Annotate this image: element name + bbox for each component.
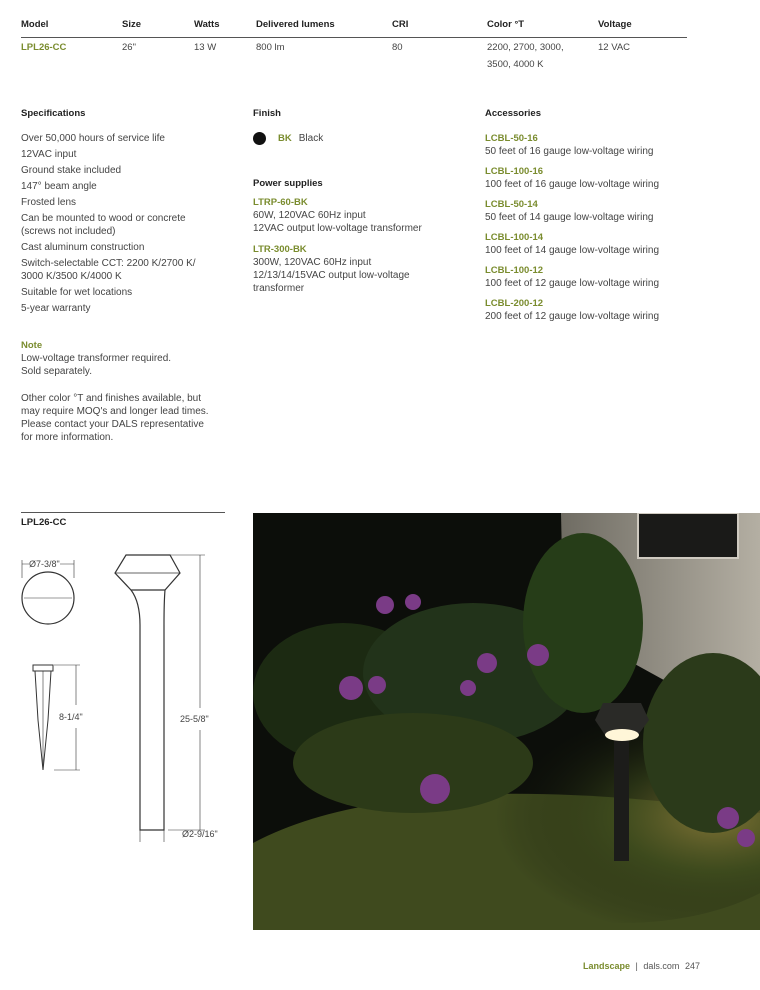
col-header-color-t: Color °T <box>487 19 525 30</box>
accessory-code: LCBL-50-14 <box>485 199 538 210</box>
accessory-code: LCBL-50-16 <box>485 133 538 144</box>
power-supply-1 <box>253 196 453 235</box>
row-watts: 13 W <box>194 42 217 53</box>
dim-height-label: 25-5/8" <box>180 714 209 724</box>
finish-code: BK <box>278 133 292 144</box>
dimension-drawing <box>0 530 250 850</box>
note-line: Low-voltage transformer required. <box>21 353 172 364</box>
power-supply-line: transformer <box>253 283 305 294</box>
note-extra-line: Please contact your DALS representative <box>21 419 204 430</box>
spec-item: Over 50,000 hours of service life <box>21 133 165 144</box>
dim-base-label: Ø2-9/16" <box>182 829 218 839</box>
spec-item: 12VAC input <box>21 149 77 160</box>
accessory-item <box>485 297 725 323</box>
row-size: 26" <box>122 42 136 53</box>
note-text <box>21 352 171 378</box>
page-footer <box>583 961 700 971</box>
finish-swatch <box>253 132 266 145</box>
spec-item: 3000 K/3500 K/4000 K <box>21 271 122 282</box>
col-header-watts: Watts <box>194 19 220 30</box>
accessory-code: LCBL-100-16 <box>485 166 544 177</box>
power-supplies-title: Power supplies <box>253 178 323 189</box>
specifications-list <box>21 132 241 315</box>
accessory-desc: 100 feet of 16 gauge low-voltage wiring <box>485 179 660 190</box>
finish-title: Finish <box>253 108 281 119</box>
power-supply-2 <box>253 243 453 295</box>
accessory-desc: 200 feet of 12 gauge low-voltage wiring <box>485 311 660 322</box>
specifications-title: Specifications <box>21 108 86 119</box>
window <box>638 513 738 558</box>
accessory-desc: 50 feet of 14 gauge low-voltage wiring <box>485 212 654 223</box>
accessory-item <box>485 165 725 191</box>
finish-option <box>253 132 323 145</box>
accessory-item <box>485 198 725 224</box>
col-header-model: Model <box>21 19 49 30</box>
row-voltage: 12 VAC <box>598 42 631 53</box>
power-supply-line: 12/13/14/15VAC output low-voltage <box>253 270 410 281</box>
accessory-item <box>485 132 725 158</box>
spec-item: Frosted lens <box>21 197 77 208</box>
spec-item: (screws not included) <box>21 226 116 237</box>
note-extra-line: may require MOQ's and longer lead times. <box>21 406 209 417</box>
accessory-code: LCBL-100-12 <box>485 265 544 276</box>
col-header-size: Size <box>122 19 142 30</box>
fixture-side-view <box>115 555 205 842</box>
power-supply-line: 12VAC output low-voltage transformer <box>253 223 422 234</box>
product-photo <box>253 513 760 930</box>
footer-page-number: 247 <box>684 961 700 971</box>
top-view <box>22 560 74 624</box>
footer-separator: | <box>635 961 638 971</box>
accessory-code: LCBL-100-14 <box>485 232 544 243</box>
table-rule <box>21 37 687 38</box>
spec-item: Suitable for wet locations <box>21 287 133 298</box>
drawing-title: LPL26-CC <box>21 517 67 528</box>
row-color-t-1: 2200, 2700, 3000, <box>487 42 564 53</box>
row-model: LPL26-CC <box>21 42 67 53</box>
dim-stake-label: 8-1/4" <box>59 712 83 722</box>
spec-item: 147° beam angle <box>21 181 97 192</box>
spec-item: Ground stake included <box>21 165 122 176</box>
row-color-t-2: 3500, 4000 K <box>487 59 544 70</box>
row-cri: 80 <box>392 42 403 53</box>
accessory-desc: 100 feet of 12 gauge low-voltage wiring <box>485 278 660 289</box>
power-supply-code: LTR-300-BK <box>253 244 307 255</box>
col-header-cri: CRI <box>392 19 409 30</box>
accessories-title: Accessories <box>485 108 541 119</box>
note-extra-line: for more information. <box>21 432 114 443</box>
accessory-desc: 100 feet of 14 gauge low-voltage wiring <box>485 245 660 256</box>
note-extra-line: Other color °T and finishes available, but <box>21 393 202 404</box>
row-lumens: 800 lm <box>256 42 285 53</box>
garden-scene <box>253 513 760 930</box>
spec-item: 5-year warranty <box>21 303 91 314</box>
col-header-lumens: Delivered lumens <box>256 19 335 30</box>
spec-item: Can be mounted to wood or concrete <box>21 213 186 224</box>
accessory-code: LCBL-200-12 <box>485 298 544 309</box>
dim-head-label: Ø7-3/8" <box>29 559 60 569</box>
footer-site: dals.com <box>643 961 680 971</box>
power-supply-line: 60W, 120VAC 60Hz input <box>253 210 366 221</box>
spec-item: Switch-selectable CCT: 2200 K/2700 K/ <box>21 258 196 269</box>
col-header-voltage: Voltage <box>598 19 632 30</box>
finish-name: Black <box>298 133 324 144</box>
accessory-item <box>485 231 725 257</box>
accessories-list <box>485 132 725 323</box>
note-line: Sold separately. <box>21 366 92 377</box>
spec-item: Cast aluminum construction <box>21 242 145 253</box>
power-supply-line: 300W, 120VAC 60Hz input <box>253 257 372 268</box>
footer-section: Landscape <box>583 961 631 971</box>
accessory-desc: 50 feet of 16 gauge low-voltage wiring <box>485 146 654 157</box>
drawing-rule <box>21 512 225 513</box>
power-supply-code: LTRP-60-BK <box>253 197 308 208</box>
note-extra <box>21 392 209 444</box>
note-title: Note <box>21 340 43 351</box>
accessory-item <box>485 264 725 290</box>
